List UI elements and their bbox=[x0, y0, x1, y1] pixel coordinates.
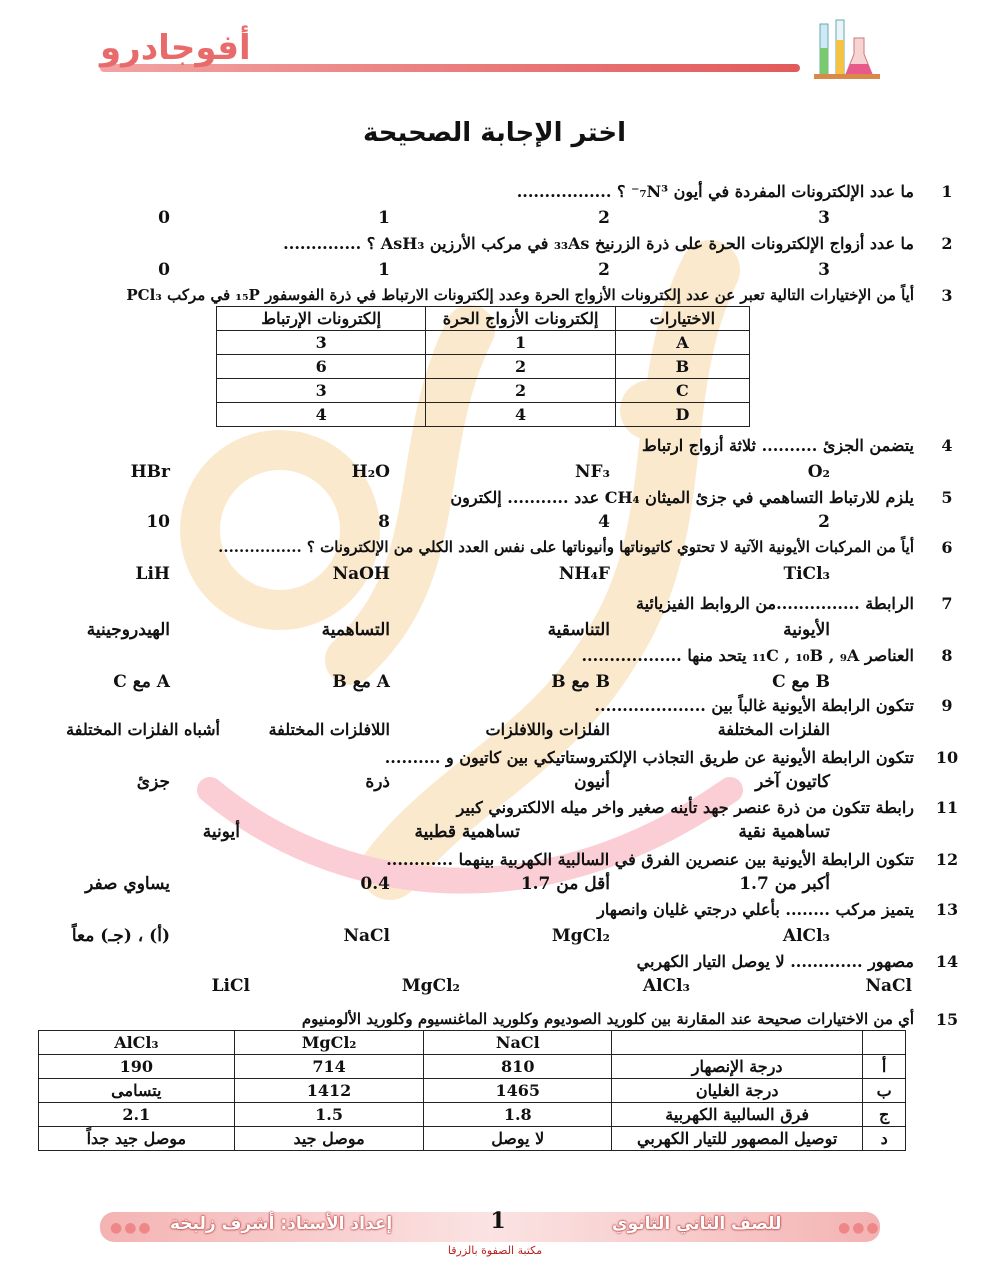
question-text: مصهور ............. لا يوصل التيار الكهربي bbox=[636, 952, 914, 971]
option-a[interactable]: 3 bbox=[818, 260, 830, 280]
table-cell: ب bbox=[863, 1079, 906, 1103]
option-d[interactable]: A مع C bbox=[113, 672, 170, 692]
question-number: 5 bbox=[941, 488, 953, 507]
question-text: تتكون الرابطة الأيونية عن طريق التجاذب الإلكتروستاتيكي بين كاتيون و .......... bbox=[384, 748, 914, 767]
table-cell: ج bbox=[863, 1103, 906, 1127]
option-a[interactable]: 2 bbox=[818, 512, 830, 532]
question-15-table bbox=[38, 1030, 906, 1151]
footer-grade: للصف الثاني الثانوي bbox=[612, 1214, 782, 1234]
option-b[interactable]: NH₄F bbox=[558, 564, 610, 584]
table-header: AlCl₃ bbox=[39, 1031, 235, 1055]
table-cell: 714 bbox=[234, 1055, 424, 1079]
option-b[interactable]: أنيون bbox=[574, 772, 610, 792]
table-cell: 2 bbox=[426, 379, 616, 403]
table-cell: A bbox=[615, 331, 749, 355]
table-cell: يتسامى bbox=[39, 1079, 235, 1103]
table-cell: 190 bbox=[39, 1055, 235, 1079]
table-header: الاختيارات bbox=[615, 307, 749, 331]
table-row[interactable] bbox=[39, 1079, 906, 1103]
option-c[interactable]: ذرة bbox=[365, 772, 390, 792]
question-text: أياً من المركبات الأيونية الآتية لا تحتوي كاتيوناتها وأنيوناتها على نفس العدد الكلي من الإلكترونات ؟ ................ bbox=[218, 538, 914, 556]
question-number: 4 bbox=[941, 436, 953, 455]
question-text: ما عدد أزواج الإلكترونات الحرة على ذرة الزرنيخ ₃₃As في مركب الأرزين AsH₃ ؟ .............. bbox=[283, 234, 914, 253]
option-d[interactable]: الهيدروجينية bbox=[86, 620, 170, 640]
table-header bbox=[863, 1031, 906, 1055]
option-a[interactable]: TiCl₃ bbox=[783, 564, 830, 584]
question-number: 15 bbox=[935, 1010, 959, 1029]
option-c[interactable]: اللافلزات المختلفة bbox=[268, 720, 390, 739]
question-3-table bbox=[216, 306, 750, 427]
table-cell: 3 bbox=[217, 379, 426, 403]
option-b[interactable]: 2 bbox=[598, 208, 610, 228]
option-b[interactable]: 4 bbox=[598, 512, 610, 532]
question-text: أياً من الإختيارات التالية تعبر عن عدد إلكترونات الأزواج الحرة وعدد إلكترونات الارتباط في ذرة الفوسفور ₁₅P في مركب PCl₃ bbox=[126, 286, 914, 304]
question-number: 11 bbox=[935, 798, 959, 817]
option-d[interactable]: LiH bbox=[135, 564, 170, 584]
question-number: 3 bbox=[941, 286, 953, 305]
table-cell: موصل جيد bbox=[234, 1127, 424, 1151]
question-number: 8 bbox=[941, 646, 953, 665]
page-title: اختر الإجابة الصحيحة bbox=[363, 118, 626, 148]
option-d[interactable]: 0 bbox=[158, 260, 170, 280]
option-a[interactable]: O₂ bbox=[807, 462, 830, 482]
option-d[interactable]: يساوي صفر bbox=[85, 874, 170, 894]
question-text: أي من الاختيارات صحيحة عند المقارنة بين كلوريد الصوديوم وكلوريد الماغنسيوم وكلوريد الألومنيوم bbox=[301, 1010, 914, 1028]
library-name: مكتبة الصفوة بالزرقا bbox=[447, 1244, 543, 1257]
page-number: 1 bbox=[490, 1208, 506, 1234]
option-c[interactable]: التساهمية bbox=[321, 620, 390, 640]
table-cell: D bbox=[615, 403, 749, 427]
table-cell: لا يوصل bbox=[424, 1127, 612, 1151]
option-b[interactable]: NF₃ bbox=[574, 462, 610, 482]
option-d[interactable]: 0 bbox=[158, 208, 170, 228]
option-b[interactable]: أقل من 1.7 bbox=[520, 874, 610, 894]
footer-dots-left: ●●● bbox=[110, 1220, 153, 1236]
option-d[interactable]: HBr bbox=[130, 462, 170, 482]
question-number: 14 bbox=[935, 952, 959, 971]
question-number: 9 bbox=[941, 696, 953, 715]
option-d[interactable]: (أ) ، (جـ) معاً bbox=[71, 926, 170, 946]
table-cell: توصيل المصهور للتيار الكهربي bbox=[612, 1127, 863, 1151]
header-logo: أفوجادرو bbox=[100, 28, 251, 68]
question-number: 7 bbox=[941, 594, 953, 613]
option-a[interactable]: الفلزات المختلفة bbox=[717, 720, 830, 739]
table-row[interactable] bbox=[39, 1103, 906, 1127]
question-text: يتميز مركب ........ بأعلي درجتي غليان وانصهار bbox=[597, 900, 914, 919]
footer-author: إعداد الأستاذ: أشرف زلبخة bbox=[170, 1214, 393, 1234]
option-a[interactable]: B مع C bbox=[772, 672, 830, 692]
option-c[interactable]: أيونية bbox=[202, 822, 240, 842]
question-number: 2 bbox=[941, 234, 953, 253]
question-text: رابطة تتكون من ذرة عنصر جهد تأينه صغير واخر ميله الالكتروني كبير bbox=[456, 798, 914, 817]
option-d[interactable]: جزئ bbox=[136, 772, 170, 792]
question-number: 6 bbox=[941, 538, 953, 557]
question-number: 10 bbox=[935, 748, 959, 767]
table-cell: 3 bbox=[217, 331, 426, 355]
question-text: تتكون الرابطة الأيونية بين عنصرين الفرق في السالبية الكهربية بينهما ............ bbox=[386, 850, 914, 869]
table-cell: 1.8 bbox=[424, 1103, 612, 1127]
table-row[interactable] bbox=[217, 331, 750, 355]
table-cell: موصل جيد جداً bbox=[39, 1127, 235, 1151]
question-text: تتكون الرابطة الأيونية غالباً بين .................... bbox=[594, 696, 914, 715]
table-header: إلكترونات الأزواج الحرة bbox=[426, 307, 616, 331]
option-b[interactable]: B مع B bbox=[551, 672, 610, 692]
option-d[interactable]: أشباه الفلزات المختلفة bbox=[66, 720, 220, 739]
question-number: 13 bbox=[935, 900, 959, 919]
option-c[interactable]: A مع B bbox=[332, 672, 390, 692]
table-cell: درجة الإنصهار bbox=[612, 1055, 863, 1079]
table-header: MgCl₂ bbox=[234, 1031, 424, 1055]
table-cell: فرق السالبية الكهربية bbox=[612, 1103, 863, 1127]
option-c[interactable]: 8 bbox=[378, 512, 390, 532]
table-cell: 6 bbox=[217, 355, 426, 379]
table-cell: 2.1 bbox=[39, 1103, 235, 1127]
option-c[interactable]: 0.4 bbox=[360, 874, 390, 894]
option-c[interactable]: MgCl₂ bbox=[401, 976, 460, 996]
table-row[interactable] bbox=[39, 1127, 906, 1151]
question-text: يتضمن الجزئ .......... ثلاثة أزواج ارتباط bbox=[642, 436, 914, 455]
table-cell: 2 bbox=[426, 355, 616, 379]
footer-dots-right: ●●● bbox=[838, 1220, 881, 1236]
question-number: 12 bbox=[935, 850, 959, 869]
option-b[interactable]: الفلزات واللافلزات bbox=[485, 720, 610, 739]
option-b[interactable]: MgCl₂ bbox=[551, 926, 610, 946]
option-d[interactable]: 10 bbox=[146, 512, 170, 532]
option-a[interactable]: تساهمية نقية bbox=[738, 822, 830, 842]
option-c[interactable]: H₂O bbox=[351, 462, 390, 482]
option-a[interactable]: الأيونية bbox=[783, 620, 830, 640]
table-cell: 1412 bbox=[234, 1079, 424, 1103]
question-text: ما عدد الإلكترونات المفردة في أيون ₇N³⁻ ؟ ................. bbox=[516, 182, 914, 201]
question-number: 1 bbox=[941, 182, 953, 201]
question-text: يلزم للارتباط التساهمي في جزئ الميثان CH₄ عدد ........... إلكترون bbox=[450, 488, 914, 507]
option-d[interactable]: LiCl bbox=[211, 976, 250, 996]
question-text: الرابطة ...............من الروابط الفيزيائية bbox=[636, 594, 914, 613]
table-row[interactable] bbox=[217, 355, 750, 379]
option-c[interactable]: 1 bbox=[378, 260, 390, 280]
table-header: NaCl bbox=[424, 1031, 612, 1055]
table-cell: 1465 bbox=[424, 1079, 612, 1103]
option-a[interactable]: 3 bbox=[818, 208, 830, 228]
table-header bbox=[612, 1031, 863, 1055]
table-row[interactable] bbox=[217, 379, 750, 403]
table-cell: 4 bbox=[217, 403, 426, 427]
option-b[interactable]: AlCl₃ bbox=[642, 976, 690, 996]
option-b[interactable]: 2 bbox=[598, 260, 610, 280]
table-cell: 810 bbox=[424, 1055, 612, 1079]
table-cell: B bbox=[615, 355, 749, 379]
table-row[interactable] bbox=[217, 403, 750, 427]
option-b[interactable]: تساهمية قطبية bbox=[414, 822, 520, 842]
table-cell: 1 bbox=[426, 331, 616, 355]
table-row[interactable] bbox=[39, 1055, 906, 1079]
table-header: إلكترونات الإرتباط bbox=[217, 307, 426, 331]
option-b[interactable]: التناسقية bbox=[547, 620, 610, 640]
option-a[interactable]: كاتيون آخر bbox=[755, 772, 830, 792]
option-c[interactable]: 1 bbox=[378, 208, 390, 228]
option-a[interactable]: أكبر من 1.7 bbox=[739, 874, 830, 894]
question-text: العناصر ₁₁C , ₁₀B , ₉A يتحد منها .................. bbox=[581, 646, 914, 665]
table-cell: C bbox=[615, 379, 749, 403]
table-cell: درجة الغليان bbox=[612, 1079, 863, 1103]
table-cell: أ bbox=[863, 1055, 906, 1079]
option-a[interactable]: NaCl bbox=[865, 976, 912, 996]
table-cell: 1.5 bbox=[234, 1103, 424, 1127]
option-c[interactable]: NaOH bbox=[332, 564, 390, 584]
table-cell: 4 bbox=[426, 403, 616, 427]
lab-flasks-icon bbox=[806, 18, 886, 82]
option-a[interactable]: AlCl₃ bbox=[782, 926, 830, 946]
option-c[interactable]: NaCl bbox=[343, 926, 390, 946]
table-cell: د bbox=[863, 1127, 906, 1151]
